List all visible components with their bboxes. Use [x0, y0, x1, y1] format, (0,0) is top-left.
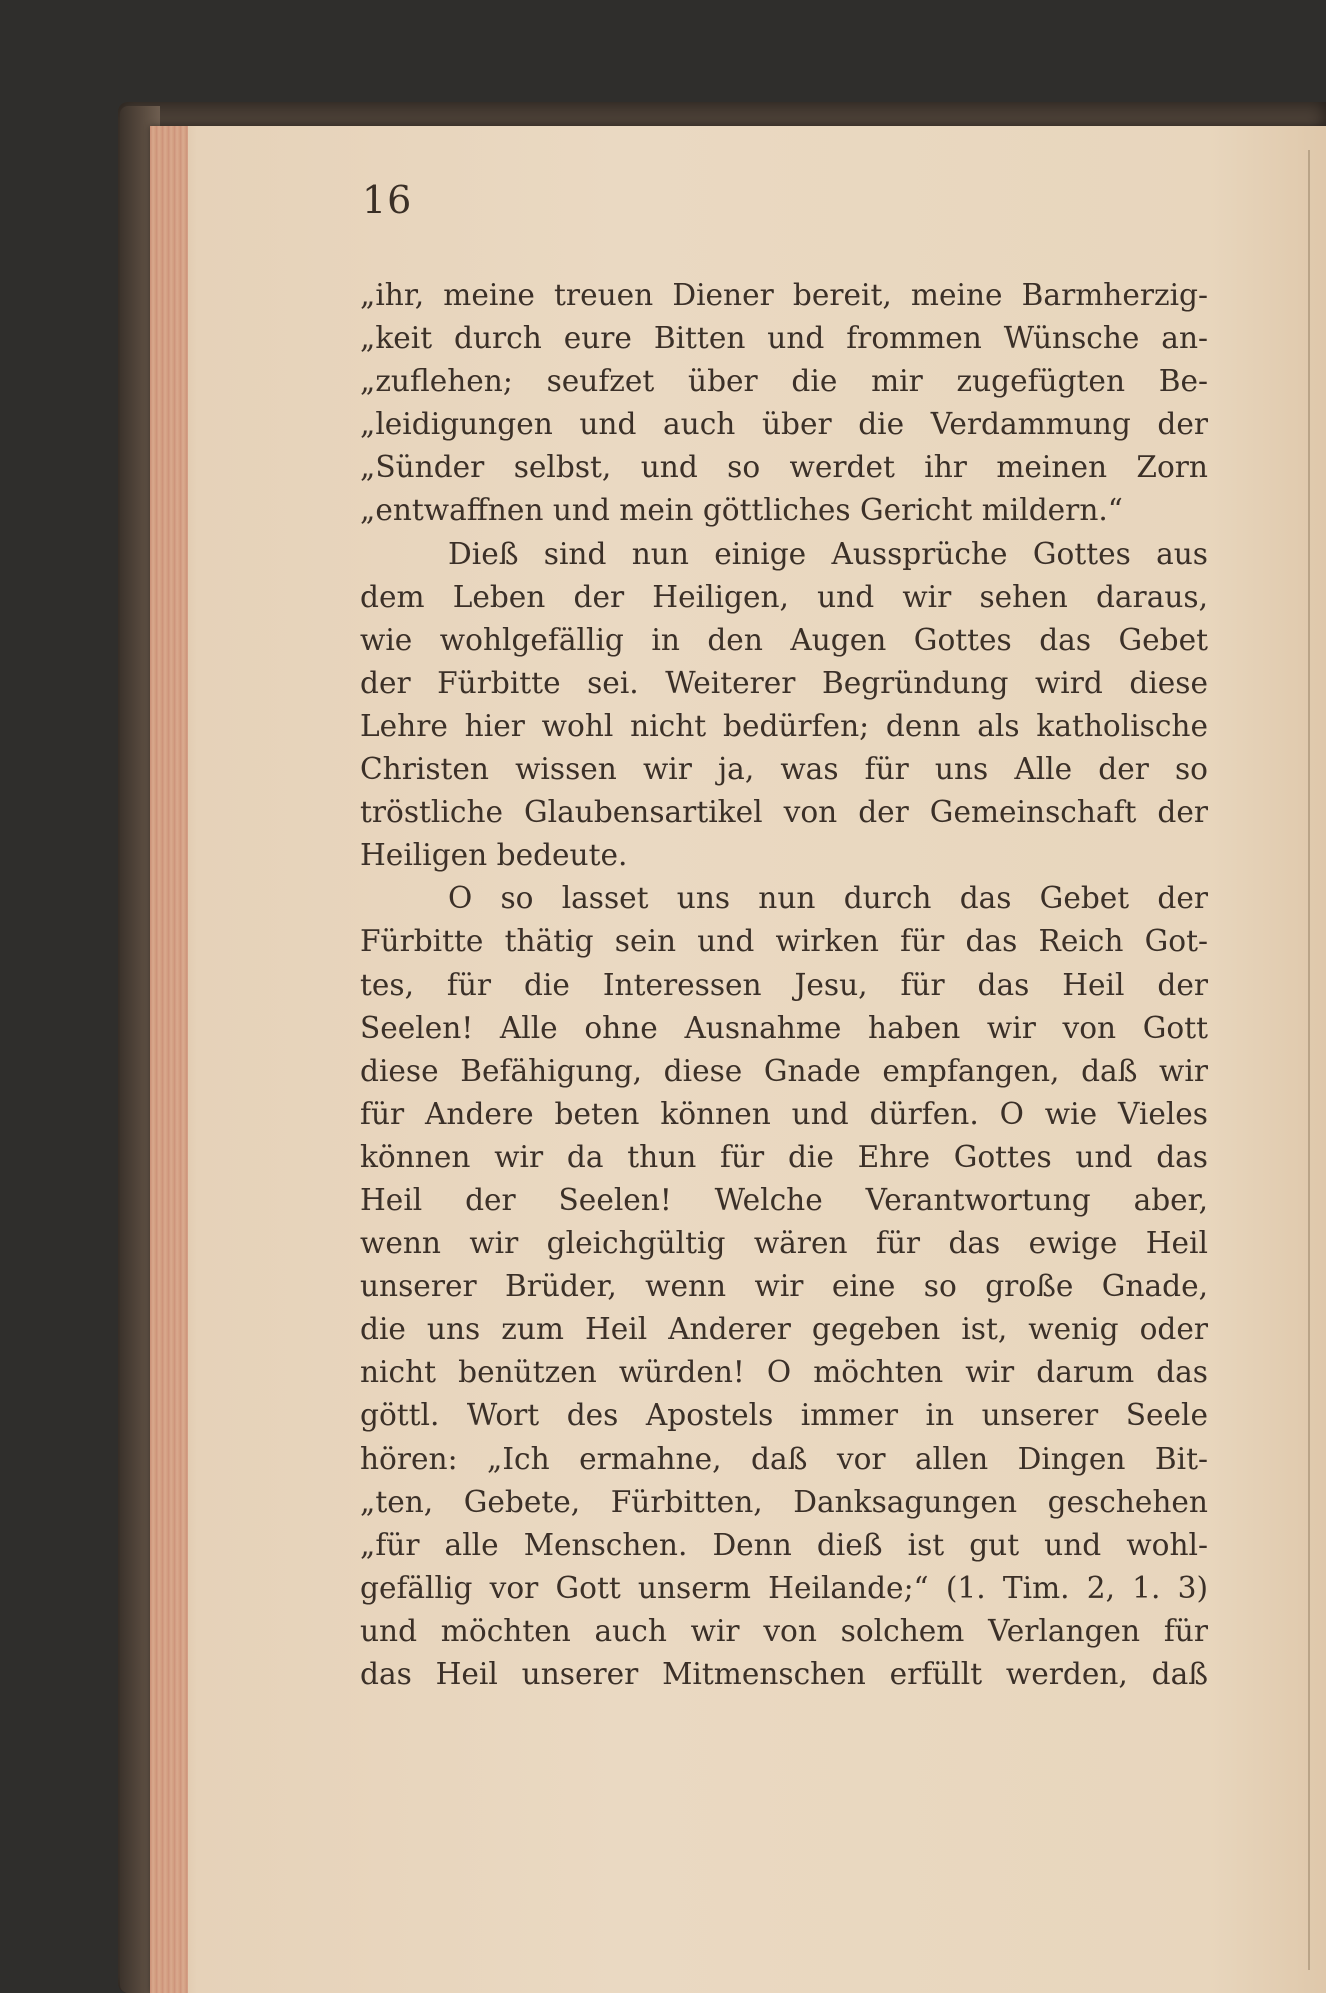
text-line: Fürbitte thätig sein und wirken für das Reich Got-: [360, 924, 1208, 959]
text-line: die uns zum Heil Anderer gegeben ist, wenig oder: [360, 1312, 1208, 1347]
text-line: Lehre hier wohl nicht bedürfen; denn als katholische: [360, 708, 1208, 743]
text-line: Seelen! Alle ohne Ausnahme haben wir von Gott: [360, 1010, 1208, 1045]
text-line: „für alle Menschen. Denn dieß ist gut und wohl-: [360, 1527, 1208, 1562]
text-line: für Andere beten können und dürfen. O wie Vieles: [360, 1096, 1208, 1131]
text-line: dem Leben der Heiligen, und wir sehen daraus,: [360, 579, 1208, 614]
text-line: „entwaffnen und mein göttliches Gericht mildern.“: [360, 493, 1123, 528]
text-line: „ten, Gebete, Fürbitten, Danksagungen geschehen: [360, 1484, 1208, 1519]
text-line: gefällig vor Gott unserm Heilande;“ (1. Tim. 2, 1. 3): [360, 1570, 1208, 1605]
text-line: Heil der Seelen! Welche Verantwortung aber,: [360, 1182, 1208, 1217]
text-line: wie wohlgefällig in den Augen Gottes das Gebet: [360, 622, 1208, 657]
page-fold-line: [1308, 150, 1310, 1970]
text-line: Christen wissen wir ja, was für uns Alle der so: [360, 752, 1208, 787]
text-line: das Heil unserer Mitmenschen erfüllt werden, daß: [360, 1657, 1208, 1691]
text-line: O so lasset uns nun durch das Gebet der: [448, 881, 1208, 916]
text-line: „ihr, meine treuen Diener bereit, meine Barmherzig-: [360, 278, 1208, 312]
text-line: tröstliche Glaubensartikel von der Gemeinschaft der: [360, 795, 1208, 830]
text-line: tes, für die Interessen Jesu, für das Heil der: [360, 967, 1208, 1002]
text-line: „leidigungen und auch über die Verdammung der: [360, 407, 1208, 442]
body-text: [360, 274, 1208, 1696]
page-number: 16: [362, 178, 413, 222]
text-line: „zuflehen; seufzet über die mir zugefügten Be-: [360, 364, 1208, 399]
text-line: unserer Brüder, wenn wir eine so große Gnade,: [360, 1269, 1208, 1304]
text-line: und möchten auch wir von solchem Verlangen für: [360, 1613, 1208, 1648]
text-line: der Fürbitte sei. Weiterer Begründung wird diese: [360, 665, 1208, 700]
text-line: Dieß sind nun einige Aussprüche Gottes aus: [448, 536, 1208, 571]
text-line: „Sünder selbst, und so werdet ihr meinen Zorn: [360, 450, 1208, 485]
text-line: diese Befähigung, diese Gnade empfangen, daß wir: [360, 1053, 1208, 1088]
text-line: hören: „Ich ermahne, daß vor allen Dingen Bit-: [360, 1441, 1208, 1476]
text-line: können wir da thun für die Ehre Gottes und das: [360, 1139, 1208, 1174]
page-gilt-edge: [150, 126, 188, 1993]
text-line: wenn wir gleichgültig wären für das ewige Heil: [360, 1226, 1208, 1261]
text-line: „keit durch eure Bitten und frommen Wünsche an-: [360, 321, 1208, 356]
text-line: göttl. Wort des Apostels immer in unserer Seele: [360, 1398, 1208, 1433]
text-line: nicht benützen würden! O möchten wir darum das: [360, 1355, 1208, 1390]
text-line: Heiligen bedeute.: [360, 838, 628, 873]
